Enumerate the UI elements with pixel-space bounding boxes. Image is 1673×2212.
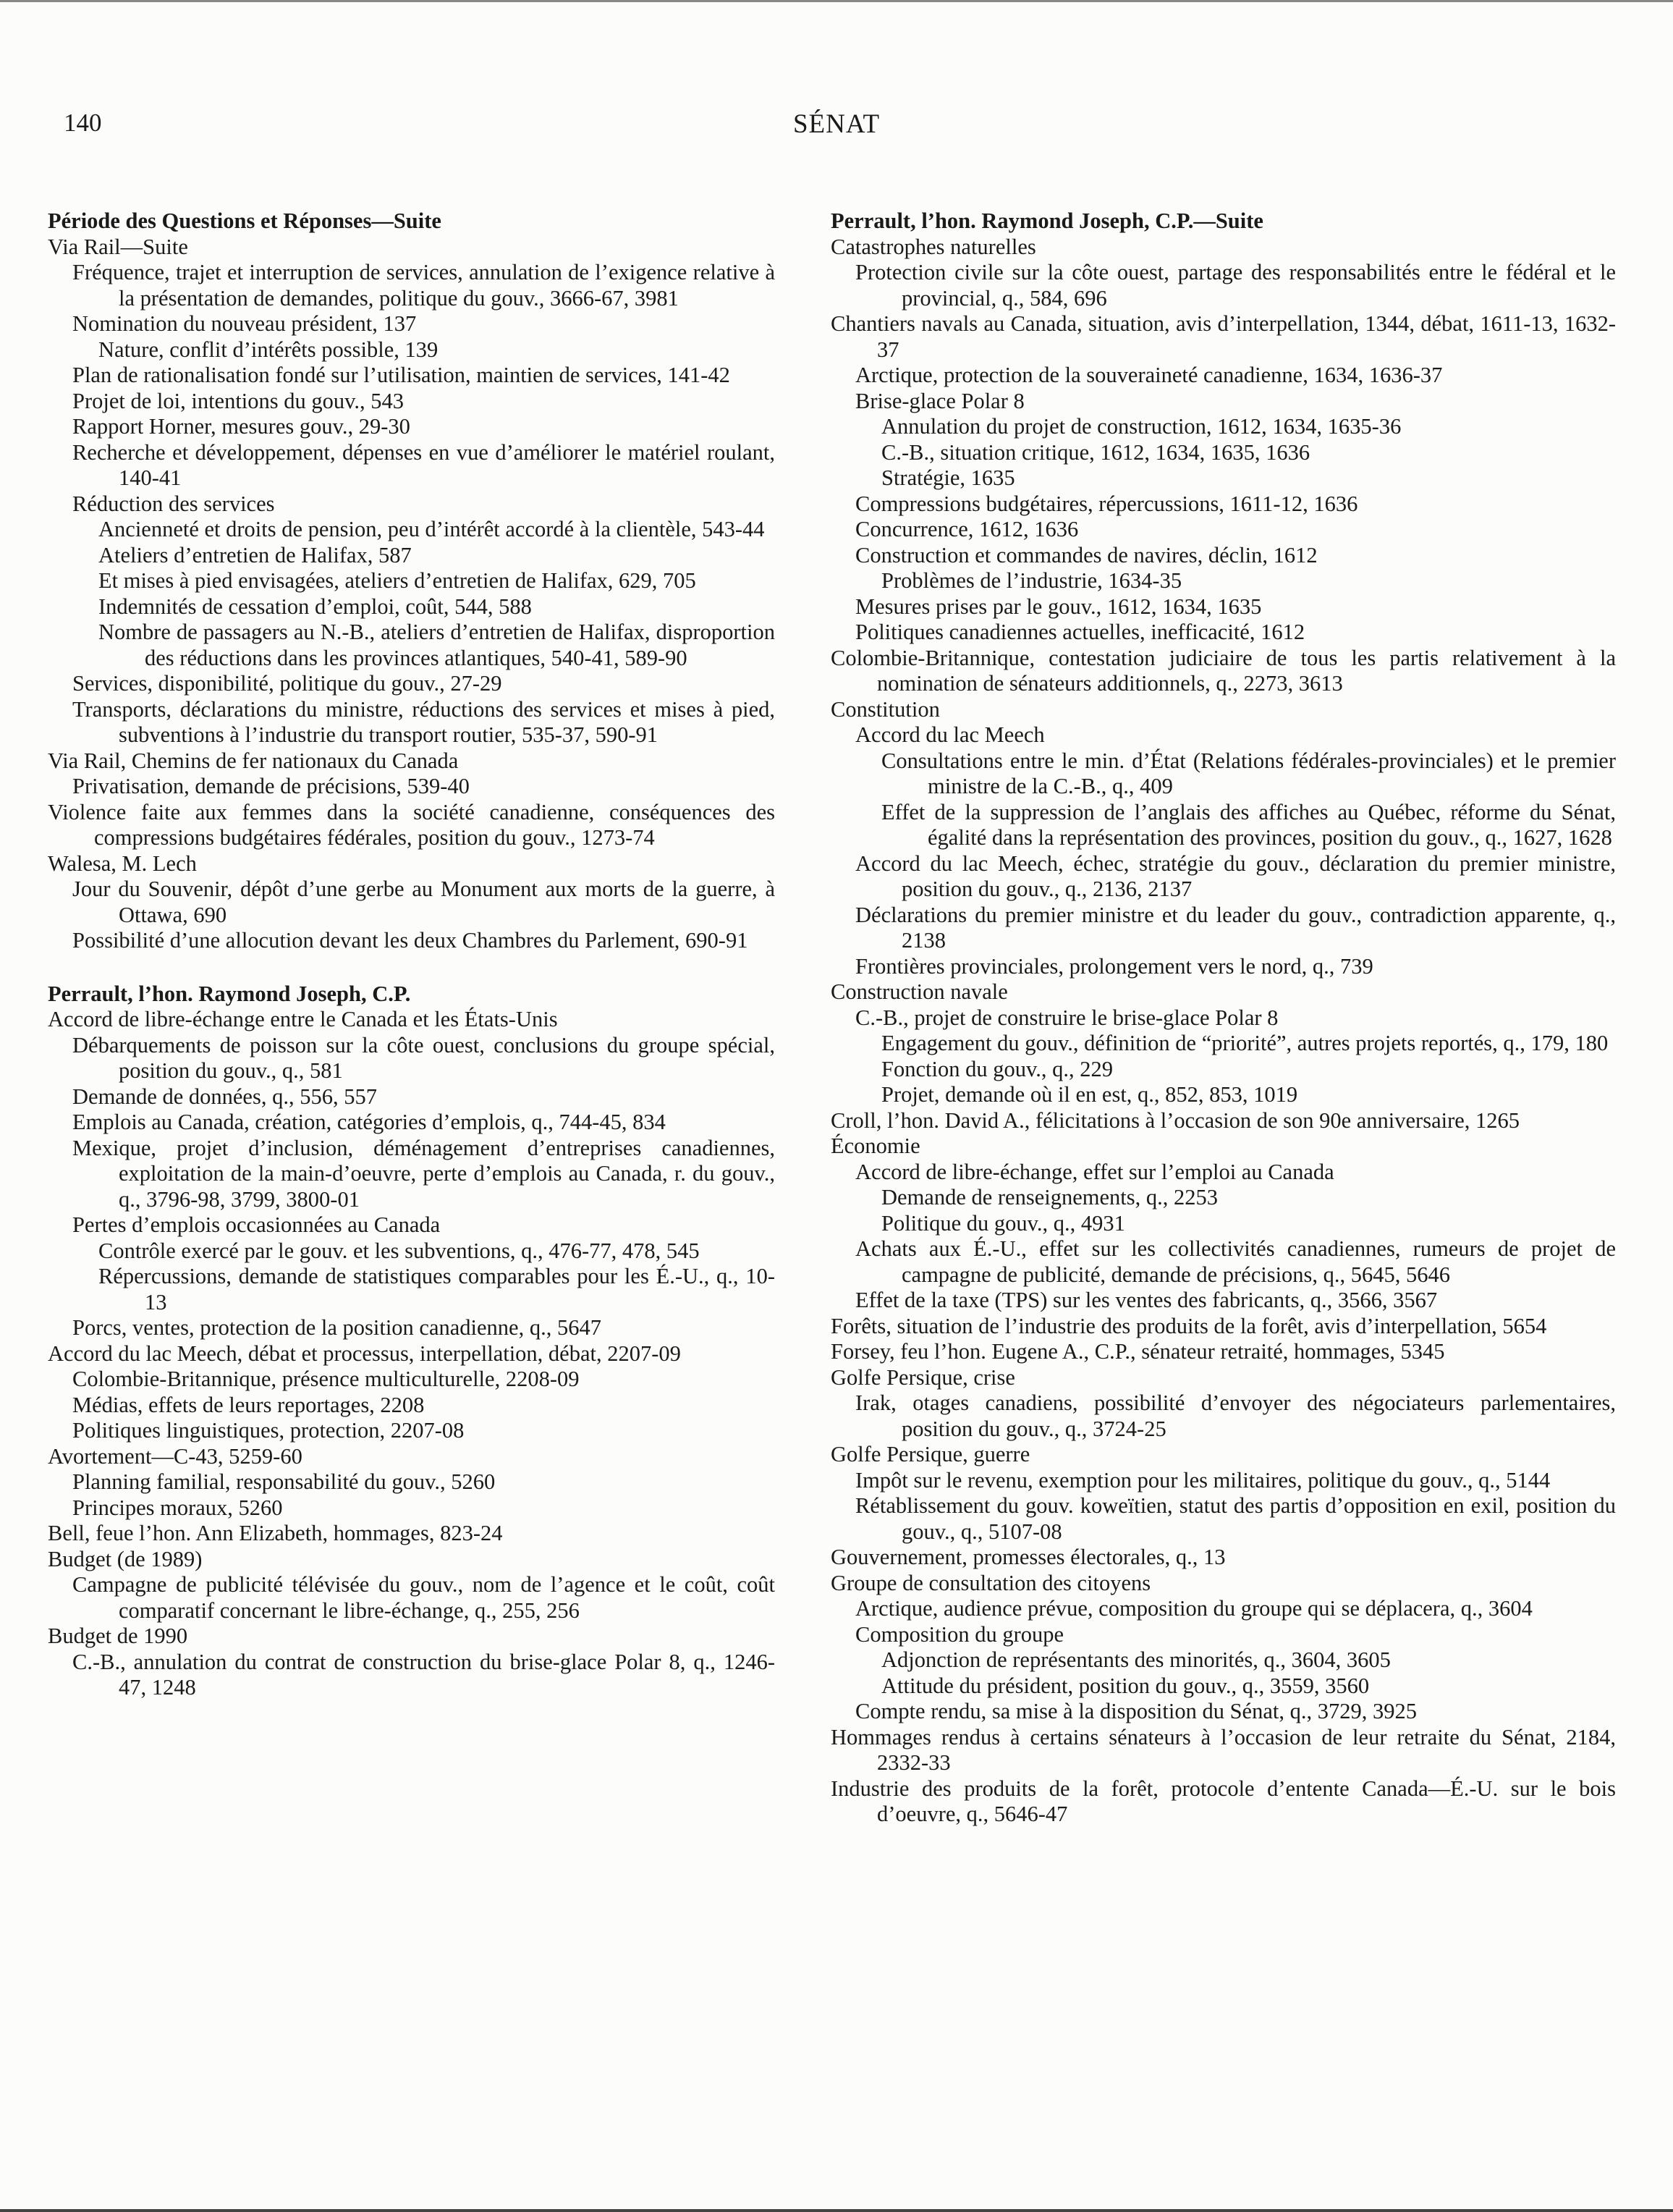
index-entry: Adjonction de représentants des minorités, q., 3604, 3605	[881, 1647, 1391, 1672]
index-entry: Accord du lac Meech, débat et processus, interpellation, débat, 2207-09	[48, 1341, 681, 1366]
index-entry: Hommages rendus à certains sénateurs à l’occasion de leur retraite du Sénat, 2184, 2332-33	[831, 1724, 1616, 1775]
index-entry: Emplois au Canada, création, catégories d’emplois, q., 744-45, 834	[72, 1110, 666, 1134]
index-entry: Achats aux É.-U., effet sur les collectivités canadiennes, rumeurs de projet de campagne de publicité, demande de précisions, q., 5645, 5646	[855, 1236, 1616, 1287]
left-column	[48, 208, 775, 1701]
index-entry: Via Rail—Suite	[48, 234, 188, 259]
page-number: 140	[64, 109, 102, 137]
index-entry: Privatisation, demande de précisions, 539-40	[72, 774, 470, 798]
index-entry: Stratégie, 1635	[881, 465, 1015, 490]
index-heading: Période des Questions et Réponses—Suite	[48, 208, 441, 233]
index-entry: Arctique, audience prévue, composition du groupe qui se déplacera, q., 3604	[855, 1596, 1533, 1621]
index-entry: Demande de données, q., 556, 557	[72, 1084, 377, 1109]
index-entry: Services, disponibilité, politique du gouv., 27-29	[72, 671, 502, 696]
index-entry: Industrie des produits de la forêt, protocole d’entente Canada—É.-U. sur le bois d’oeuvre, q., 5646-47	[831, 1776, 1616, 1826]
index-entry: Effet de la suppression de l’anglais des affiches au Québec, réforme du Sénat, égalité dans la représentation des provinces, position du gouv., q., 1627, 1628	[881, 799, 1616, 850]
index-entry: Et mises à pied envisagées, ateliers d’entretien de Halifax, 629, 705	[98, 568, 696, 593]
index-entry: Problèmes de l’industrie, 1634-35	[881, 568, 1182, 593]
index-entry: Nomination du nouveau président, 137	[72, 311, 417, 336]
index-entry: Arctique, protection de la souveraineté canadienne, 1634, 1636-37	[855, 363, 1443, 387]
index-heading: Perrault, l’hon. Raymond Joseph, C.P.	[48, 981, 411, 1006]
index-entry: Nature, conflit d’intérêts possible, 139	[98, 337, 439, 362]
index-entry: Impôt sur le revenu, exemption pour les militaires, politique du gouv., q., 5144	[855, 1467, 1551, 1493]
index-entry: Compressions budgétaires, répercussions, 1611-12, 1636	[855, 491, 1358, 516]
page-header	[51, 109, 1622, 145]
index-entry: Nombre de passagers au N.-B., ateliers d’entretien de Halifax, disproportion des réductions dans les provinces atlantiques, 540-41, 589-90	[98, 620, 775, 670]
index-entry: Budget (de 1989)	[48, 1546, 203, 1571]
index-entry: Attitude du président, position du gouv., q., 3559, 3560	[881, 1673, 1370, 1698]
index-entry: Golfe Persique, crise	[831, 1364, 1015, 1390]
bottom-rule	[0, 2209, 1673, 2212]
index-entry: Consultations entre le min. d’État (Relations fédérales-provinciales) et le premier ministre de la C.-B., q., 409	[881, 748, 1616, 798]
index-entry: Politiques linguistiques, protection, 2207-08	[72, 1418, 465, 1443]
index-entry: Colombie-Britannique, contestation judiciaire de tous les partis relativement à la nomination de sénateurs additionnels, q., 2273, 3613	[831, 645, 1616, 696]
index-entry: Fréquence, trajet et interruption de services, annulation de l’exigence relative à la présentation de demandes, politique du gouv., 3666-67, 3981	[72, 260, 775, 311]
index-entry: Composition du groupe	[855, 1621, 1064, 1647]
index-entry: Frontières provinciales, prolongement vers le nord, q., 739	[855, 953, 1373, 979]
index-entry: Forêts, situation de l’industrie des produits de la forêt, avis d’interpellation, 5654	[831, 1313, 1547, 1338]
index-entry: C.-B., projet de construire le brise-glace Polar 8	[855, 1005, 1279, 1030]
index-entry: Irak, otages canadiens, possibilité d’envoyer des négociateurs parlementaires, position du gouv., q., 3724-25	[855, 1390, 1616, 1441]
index-heading: Perrault, l’hon. Raymond Joseph, C.P.—Suite	[831, 208, 1263, 233]
index-entry: Rétablissement du gouv. koweïtien, statut des partis d’opposition en exil, position du gouv., q., 5107-08	[855, 1493, 1616, 1544]
index-entry: Mexique, projet d’inclusion, déménagement d’entreprises canadiennes, exploitation de la main-d’oeuvre, perte d’emplois au Canada, r. du gouv., q., 3796-98, 3799, 3800-01	[72, 1135, 775, 1212]
index-entry: Colombie-Britannique, présence multiculturelle, 2208-09	[72, 1367, 580, 1391]
index-entry: Annulation du projet de construction, 1612, 1634, 1635-36	[881, 414, 1402, 439]
index-entry: C.-B., annulation du contrat de construction du brise-glace Polar 8, q., 1246-47, 1248	[72, 1649, 775, 1700]
index-entry: Planning familial, responsabilité du gouv., 5260	[72, 1469, 496, 1494]
index-entry: Rapport Horner, mesures gouv., 29-30	[72, 414, 410, 439]
index-entry: Ancienneté et droits de pension, peu d’intérêt accordé à la clientèle, 543-44	[98, 517, 765, 541]
index-entry: Protection civile sur la côte ouest, partage des responsabilités entre le fédéral et le provincial, q., 584, 696	[855, 260, 1616, 311]
index-entry: Catastrophes naturelles	[831, 234, 1036, 259]
index-entry: Économie	[831, 1134, 920, 1158]
index-entry: Concurrence, 1612, 1636	[855, 517, 1079, 541]
index-entry: Budget de 1990	[48, 1624, 188, 1648]
running-title: SÉNAT	[792, 109, 881, 139]
index-entry: Golfe Persique, guerre	[831, 1442, 1030, 1466]
index-entry: Brise-glace Polar 8	[855, 388, 1025, 413]
index-entry: Projet, demande où il en est, q., 852, 853, 1019	[881, 1082, 1298, 1107]
index-entry: Accord de libre-échange entre le Canada et les États-Unis	[48, 1007, 558, 1031]
index-entry: Principes moraux, 5260	[72, 1495, 283, 1520]
index-entry: Débarquements de poisson sur la côte ouest, conclusions du groupe spécial, position du gouv., q., 581	[72, 1032, 775, 1083]
index-entry: Projet de loi, intentions du gouv., 543	[72, 388, 405, 413]
index-entry: Porcs, ventes, protection de la position canadienne, q., 5647	[72, 1315, 601, 1340]
index-entry: Mesures prises par le gouv., 1612, 1634, 1635	[855, 594, 1262, 619]
index-entry: Via Rail, Chemins de fer nationaux du Canada	[48, 748, 459, 773]
index-entry: Pertes d’emplois occasionnées au Canada	[72, 1212, 441, 1237]
index-entry: Indemnités de cessation d’emploi, coût, 544, 588	[98, 594, 532, 619]
index-entry: Constitution	[831, 696, 940, 722]
index-entry: Possibilité d’une allocution devant les deux Chambres du Parlement, 690-91	[72, 928, 748, 953]
index-entry: Chantiers navals au Canada, situation, avis d’interpellation, 1344, débat, 1611-13, 1632-37	[831, 311, 1616, 362]
index-entry: Groupe de consultation des citoyens	[831, 1570, 1151, 1595]
index-entry: Accord du lac Meech, échec, stratégie du gouv., déclaration du premier ministre, position du gouv., q., 2136, 2137	[855, 850, 1616, 901]
index-entry: Plan de rationalisation fondé sur l’utilisation, maintien de services, 141-42	[72, 363, 730, 387]
index-entry: Croll, l’hon. David A., félicitations à l’occasion de son 90e anniversaire, 1265	[831, 1107, 1520, 1133]
index-entry: Construction navale	[831, 979, 1008, 1004]
index-entry: Forsey, feu l’hon. Eugene A., C.P., sénateur retraité, hommages, 5345	[831, 1339, 1445, 1364]
page-top-edge	[0, 0, 1673, 2]
index-entry: C.-B., situation critique, 1612, 1634, 1635, 1636	[881, 439, 1310, 465]
index-entry: Recherche et développement, dépenses en vue d’améliorer le matériel roulant, 140-41	[72, 439, 775, 490]
index-entry: Campagne de publicité télévisée du gouv., nom de l’agence et le coût, coût comparatif concernant le libre-échange, q., 255, 256	[72, 1572, 775, 1623]
index-entry: Demande de renseignements, q., 2253	[881, 1185, 1218, 1210]
index-entry: Fonction du gouv., q., 229	[881, 1056, 1113, 1081]
index-entry: Bell, feue l’hon. Ann Elizabeth, hommages, 823-24	[48, 1521, 503, 1545]
index-entry: Construction et commandes de navires, déclin, 1612	[855, 542, 1318, 567]
index-entry: Répercussions, demande de statistiques comparables pour les É.-U., q., 10-13	[98, 1264, 775, 1314]
index-entry: Walesa, M. Lech	[48, 850, 197, 876]
index-entry: Jour du Souvenir, dépôt d’une gerbe au Monument aux morts de la guerre, à Ottawa, 690	[72, 877, 775, 927]
index-entry: Contrôle exercé par le gouv. et les subventions, q., 476-77, 478, 545	[98, 1238, 700, 1263]
index-entry: Politique du gouv., q., 4931	[881, 1210, 1125, 1236]
index-entry: Accord de libre-échange, effet sur l’emploi au Canada	[855, 1159, 1334, 1184]
index-entry: Effet de la taxe (TPS) sur les ventes des fabricants, q., 3566, 3567	[855, 1288, 1438, 1312]
index-entry: Engagement du gouv., définition de “priorité”, autres projets reportés, q., 179, 180	[881, 1031, 1609, 1055]
index-entry: Avortement—C-43, 5259-60	[48, 1443, 302, 1469]
index-entry: Violence faite aux femmes dans la société canadienne, conséquences des compressions budgétaires fédérales, position du gouv., 1273-74	[48, 799, 775, 850]
index-entry: Gouvernement, promesses électorales, q., 13	[831, 1545, 1226, 1569]
index-entry: Politiques canadiennes actuelles, inefficacité, 1612	[855, 620, 1305, 644]
index-entry: Déclarations du premier ministre et du leader du gouv., contradiction apparente, q., 2138	[855, 902, 1616, 953]
index-entry: Compte rendu, sa mise à la disposition du Sénat, q., 3729, 3925	[855, 1699, 1417, 1723]
index-entry: Transports, déclarations du ministre, réductions des services et mises à pied, subventions à l’industrie du transport routier, 535-37, 590-91	[72, 696, 775, 747]
index-entry: Accord du lac Meech	[855, 722, 1045, 747]
index-entry: Médias, effets de leurs reportages, 2208	[72, 1392, 425, 1417]
right-column	[831, 208, 1616, 1828]
index-entry: Ateliers d’entretien de Halifax, 587	[98, 542, 412, 567]
index-entry: Réduction des services	[72, 491, 275, 516]
